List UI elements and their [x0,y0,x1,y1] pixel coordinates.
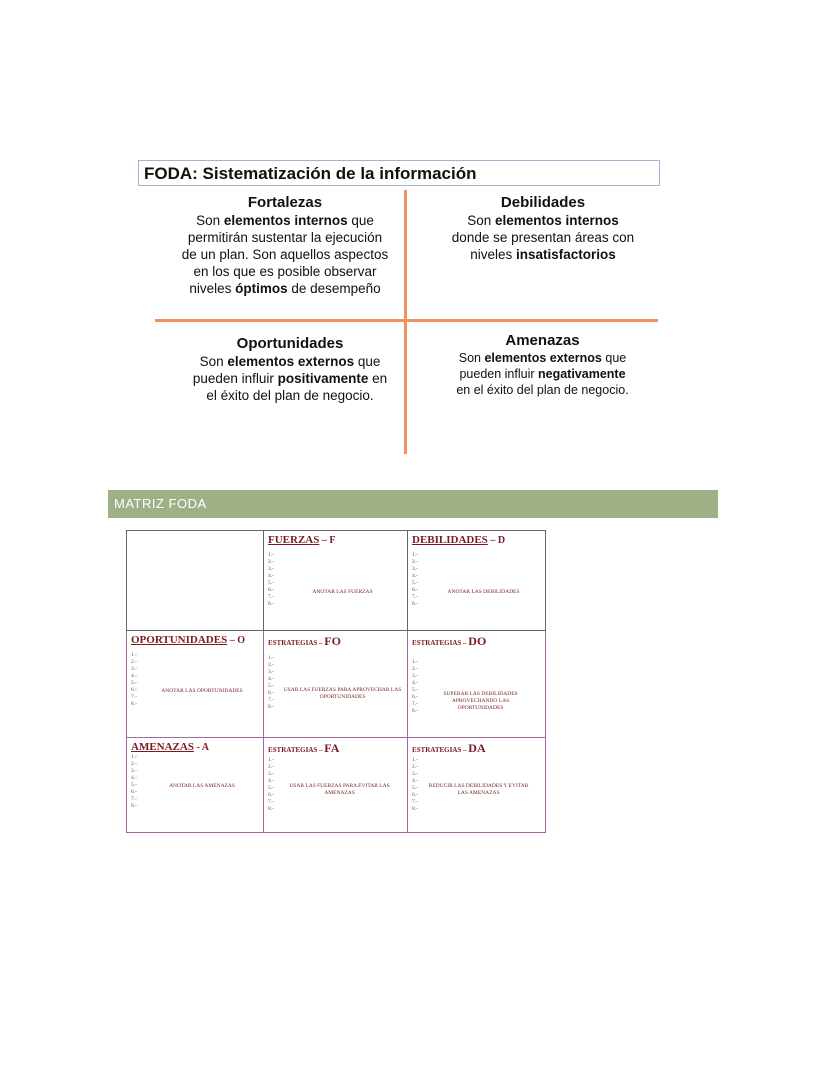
bold-text: elementos internos [495,213,619,228]
number-list: 1.- 2.- 3.- 4.- 5.- 6.- 7.- 8.- [412,552,418,607]
vertical-divider [404,190,407,454]
horizontal-divider [155,319,658,322]
text: Son [458,351,485,365]
amenazas-quadrant [455,333,630,398]
bold-text: elementos internos [223,213,348,228]
cell-note: ANOTAR LAS DEBILIDADES [447,589,520,595]
cell-note: SUPERAR LAS DEBILIDADES APROVECHANDO LAS OPORTUNIDADES [443,691,518,711]
text: de desempeño [287,281,381,296]
cell-note: REDUCIR LAS DEBILIDADES Y EVITAR LAS AMENAZAS [428,783,529,796]
text: en el éxito del plan de negocio. [456,383,629,397]
number-list: 1.- 2.- 3.- 4.- 5.- 6.- 7.- 8.- [131,652,137,707]
cell-note: USAR LAS FUERZAS PARA APROVECHAR LAS OPORTUNIDADES [283,687,402,700]
cell-prefix: ESTRATEGIAS – [412,639,469,647]
debilidades-cell [408,531,546,631]
cell-code: DO [468,634,487,648]
fuerzas-cell [264,531,408,631]
cell-heading: DEBILIDADES [412,534,488,546]
cell-suffix: – F [319,535,336,546]
text: Son [196,213,224,228]
estrategias-fa-cell [264,738,408,833]
cell-code: DA [468,741,486,755]
debilidades-quadrant [448,194,638,263]
foda-title: FODA: Sistematización de la información [138,160,660,186]
number-list: 1.- 2.- 3.- 4.- 5.- 6.- 7.- 8.- [268,655,274,710]
foda-matrix [126,530,546,833]
text: Son [199,354,228,369]
fortalezas-quadrant [180,194,390,297]
cell-prefix: ESTRATEGIAS – [412,746,469,754]
number-list: 1.- 2.- 3.- 4.- 5.- 6.- 7.- 8.- [412,757,418,812]
section-header: MATRIZ FODA [108,490,718,518]
amenazas-cell [127,738,264,833]
fortalezas-heading: Fortalezas [247,194,323,211]
cell-heading: OPORTUNIDADES [131,634,228,646]
oportunidades-cell [127,631,264,738]
oportunidades-heading: Oportunidades [236,335,344,352]
cell-heading: FUERZAS [268,534,320,546]
amenazas-heading: Amenazas [505,332,580,349]
cell-suffix: - A [193,742,209,753]
bold-text: negativamente [538,367,626,381]
estrategias-do-cell [408,631,546,738]
text: en el éxito del plan de negocio. [206,371,388,403]
cell-suffix: – O [227,635,245,646]
number-list: 1.- 2.- 3.- 4.- 5.- 6.- 7.- 8.- [131,754,137,809]
empty-cell [127,531,264,631]
cell-code: FO [324,634,341,648]
bold-text: elementos externos [227,354,355,369]
text: donde se presentan áreas con niveles [451,230,635,262]
bold-text: positivamente [277,371,369,386]
estrategias-da-cell [408,738,546,833]
cell-heading: AMENAZAS [131,741,194,753]
cell-suffix: – D [487,535,506,546]
oportunidades-quadrant [190,335,390,404]
cell-note: ANOTAR LAS FUERZAS [312,589,373,595]
text: que permitirán sustentar la ejecución de un plan. Son aquellos aspectos en los que es posible observar niveles [181,213,389,296]
debilidades-heading: Debilidades [500,194,586,211]
bold-text: elementos externos [484,351,602,365]
estrategias-fo-cell [264,631,408,738]
cell-note: USAR LAS FUERZAS PARA EVITAR LAS AMENAZAS [289,783,390,796]
number-list: 1.- 2.- 3.- 4.- 5.- 6.- 7.- 8.- [268,552,274,607]
bold-text: insatisfactorios [516,247,616,262]
cell-prefix: ESTRATEGIAS – [268,639,325,647]
bold-text: óptimos [235,281,288,296]
text: que pueden influir [192,354,381,386]
cell-note: ANOTAR LAS AMENAZAS [169,783,235,789]
text: que pueden influir [459,351,627,381]
cell-prefix: ESTRATEGIAS – [268,746,325,754]
cell-note: ANOTAR LAS OPORTUNIDADES [161,688,243,694]
number-list: 1.- 2.- 3.- 4.- 5.- 6.- 7.- 8.- [268,757,274,812]
text: Son [467,213,495,228]
number-list: 1.- 2.- 3.- 4.- 5.- 6.- 7.- 8.- [412,659,418,714]
cell-code: FA [324,741,340,755]
